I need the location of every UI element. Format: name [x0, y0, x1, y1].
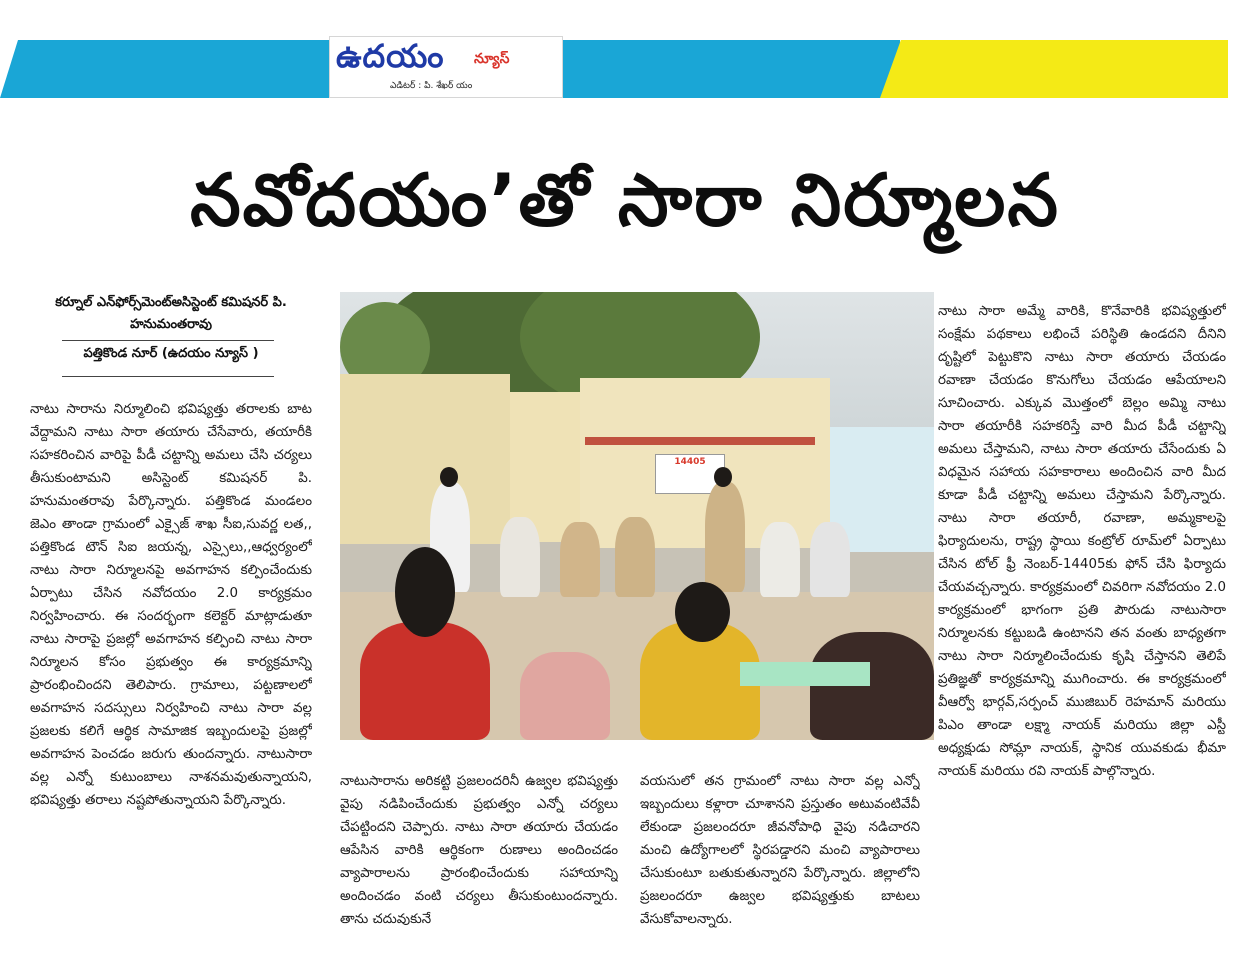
article-column-4: నాటు సారా అమ్మే వారికి, కొనేవారికి భవిష్యత్తులో సంక్షేమ పథకాలు లభించే పరిస్థితి ఉండదని దీనిని దృష్టిలో పెట్టుకొని నాటు సారా తయారు చేయడం రవాణా చేయడం కొనుగోలు చేయడం ఆపేయాలని సూచించారు. ఎక్కువ మొత్తంలో బెల్లం అమ్మి నాటు సారా తయారీకి సహకరిస్తే వారి మీద పీడీ చట్టాన్ని అమలు చేస్తామని, నాటు సారా తయారు చేసేందుకు ఏ విధమైన సహాయ సహకారాలు అందించిన వారి మీద కూడా పీడీ చట్టాన్ని అమలు చేస్తామని పేర్కొన్నారు. నాటు సారా తయారీ, రవాణా, అమ్మకాలపై ఫిర్యాదులను, రాష్ట్ర స్థాయి కంట్రోల్ రూమ్‌లో ఏర్పాటు చేసిన టోల్ ఫ్రీ నెంబర్-14405కు ఫోన్ చేసి ఫిర్యాదు చేయవచ్చన్నారు. కార్యక్రమంలో చివరిగా నవోదయం 2.0 కార్యక్రమంలో భాగంగా ప్రతి పౌరుడు నాటుసారా నిర్మూలనకు కట్టుబడి ఉంటానని తన వంతు బాధ్యతగా నాటు సారా నిర్మూలించేందుకు కృషి చేస్తానని తెలిపే ప్రతిజ్ఞతో కార్యక్రమాన్ని ముగించారు. ఈ కార్యక్రమంలో వీఆర్వో భార్గవ్,సర్పంచ్ ముజిబుర్ రెహమాన్ మరియు పిఎం తాండా లక్ష్మా నాయక్ మరియు జిల్లా ఎస్టీ అధ్యక్షుడు సోమ్లా నాయక్, స్థానిక యువకుడు భీమా నాయక్ మరియు రవి నాయక్ పాల్గొన్నారు.	[938, 304, 1226, 779]
article-headline: నవోదయం’తో సారా నిర్మూలన	[190, 158, 1060, 242]
photo-person	[810, 522, 850, 597]
photo-audience-woman	[810, 632, 934, 740]
photo-person	[500, 517, 540, 597]
article-dateline: పత్తికొండ నూర్ (ఉదయం న్యూస్ )	[83, 346, 259, 361]
article-column-2: నాటుసారాను అరికట్టి ప్రజలందరినీ ఉజ్వల భవిష్యత్తు వైపు నడిపించేందుకు ప్రభుత్వం ఎన్నో చర్యలు చేపట్టిందని చెప్పారు. నాటు సారా తయారు చేయడం ఆపేసిన వారికి ఆర్థికంగా రుణాలు అందించడం వ్యాపారాలను ప్రారంభించేందుకు సహాయాన్ని అందించడం వంటి చర్యలు తీసుకుంటుందన్నారు. తాను చదువుకునే	[340, 774, 618, 927]
photo-bench	[740, 662, 870, 686]
article-byline: కర్నూల్ ఎన్‌ఫోర్స్‌మెంట్‌అసిస్టెంట్ కమిషనర్ పి. హనుమంతరావు	[55, 295, 287, 332]
photo-audience-head	[675, 582, 730, 642]
photo-person	[760, 522, 800, 597]
event-photo	[340, 292, 934, 740]
photo-person	[615, 517, 655, 597]
photo-person	[705, 482, 745, 592]
logo-editor-line: ఎడిటర్ : పి. శేఖర్ యం	[390, 81, 473, 91]
byline-divider	[62, 340, 274, 341]
newspaper-logo	[329, 36, 563, 98]
photo-person	[560, 522, 600, 597]
photo-building	[340, 374, 510, 544]
masthead-band	[0, 40, 1228, 98]
masthead-yellow-stripe	[880, 40, 1228, 98]
logo-news-tag: న్యూస్	[474, 51, 510, 67]
photo-person-head	[714, 467, 732, 487]
dateline-divider	[62, 376, 274, 377]
logo-wordmark: ఉదయం	[336, 37, 445, 75]
photo-person-head	[440, 467, 458, 487]
photo-audience-head	[395, 547, 455, 637]
photo-audience-woman	[360, 622, 490, 740]
photo-roof-trim	[585, 437, 815, 445]
article-column-1: నాటు సారాను నిర్మూలించి భవిష్యత్తు తరాలకు బాట వేద్దామని నాటు సారా తయారు చేసేవారు, తయారీకి సహకరించిన వారిపై పీడీ చట్టాన్ని అమలు చేసి చర్యలు తీసుకుంటామని అసిస్టెంట్ కమిషనర్ పి. హనుమంతరావు పేర్కొన్నారు. పత్తికొండ మండలం జెఎం తాండా గ్రామంలో ఎక్సైజ్ శాఖ సీఐ,సువర్ణ లత,, పత్తికొండ టౌన్ సిఐ జయన్న, ఎస్సైలు,,ఆధ్వర్యంలో నాటు సారా నిర్మూలనపై అవగాహన కల్పించేందుకు ఏర్పాటు చేసిన నవోదయం 2.0 కార్యక్రమం నిర్వహించారు. ఈ సందర్భంగా కలెక్టర్ మాట్లాడుతూ నాటు సారాపై ప్రజల్లో అవగాహన కల్పించి నాటు సారా నిర్మూలన కోసం ప్రభుత్వం ఈ కార్యక్రమాన్ని ప్రారంభించిందని తెలిపారు. గ్రామాలు, పట్టణాలలో అవగాహన సదస్సులు నిర్వహించి నాటు సారా వల్ల ప్రజలకు కలిగే ఆర్థిక సామాజిక ఇబ్బందులపై ప్రజల్లో అవగాహన పెంచడం జరుగు తుందన్నారు. నాటుసారా వల్ల ఎన్నో కుటుంబాలు నాశనమవుతున్నాయని, భవిష్యత్తు తరాలు నష్టపోతున్నాయని పేర్కొన్నారు.	[30, 402, 312, 808]
photo-audience-person	[520, 652, 610, 740]
article-column-3: వయసులో తన గ్రామంలో నాటు సారా వల్ల ఎన్నో ఇబ్బందులు కళ్లారా చూశానని ప్రస్తుతం అటువంటివేవీ లేకుండా ప్రజలందరూ జీవనోపాధి వైపు నడిచారని మంచి ఉద్యోగాలలో స్థిరపడ్డారని మంచి వ్యాపారాలు చేసుకుంటూ బతుకుతున్నారని పేర్కొన్నారు. జిల్లాలోని ప్రజలందరూ ఉజ్వల భవిష్యత్తుకు బాటలు వేసుకోవాలన్నారు.	[640, 774, 920, 927]
photo-banner: 14405	[655, 454, 725, 494]
